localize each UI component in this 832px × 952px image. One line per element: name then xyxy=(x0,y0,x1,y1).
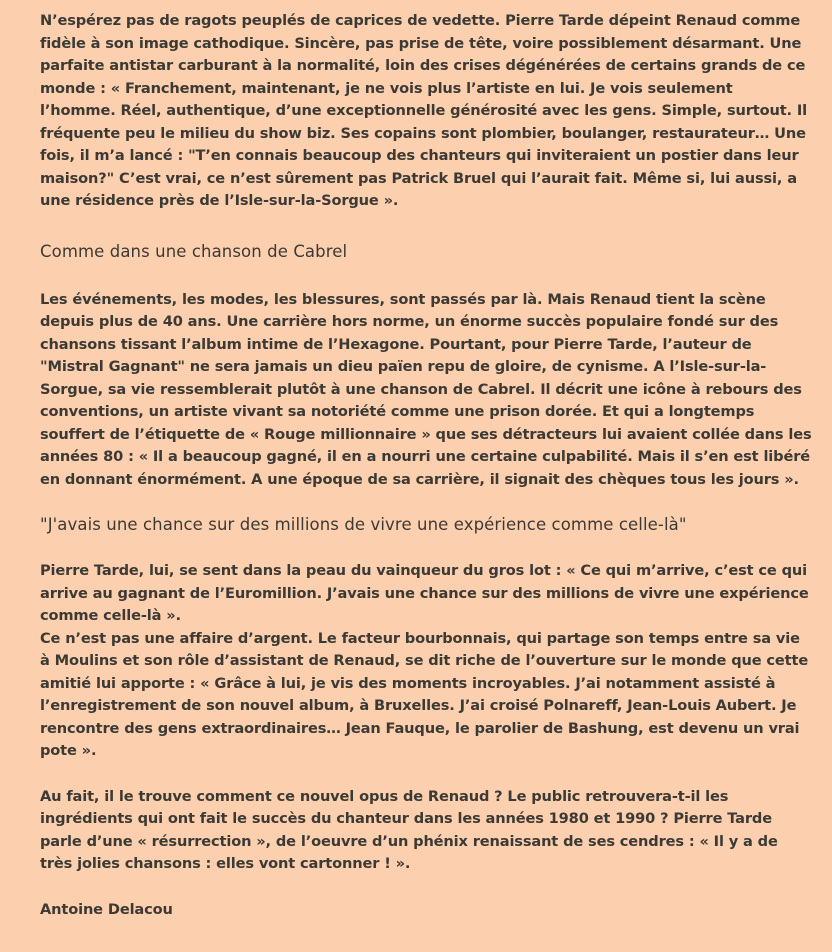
article-paragraph: Ce n’est pas une affaire d’argent. Le facteur bourbonnais, qui partage son temps entre sa vie à Moulins et son rôle d’assistant de Renaud, se dit riche de l’ouverture sur le monde que cette amitié lui apporte : « Grâce à lui, je vis des moments incroyables. J’ai notamment assisté à l’enregistrement de son nouvel album, à Bruxelles. J’ai croisé Polnareff, Jean-Louis Aubert. Je rencontre des gens extraordinaires… Jean Fauque, le parolier de Bashung, est devenu un vrai pote ». xyxy=(40,629,809,759)
author-byline: Antoine Delacou xyxy=(40,900,173,918)
article-paragraph: Pierre Tarde, lui, se sent dans la peau du vainqueur du gros lot : « Ce qui m’arrive, c’est ce qui arrive au gagnant de l’Euromillion. J’avais une chance sur des millions de vivre une expérience comme celle-là ». xyxy=(40,562,809,624)
section-heading: "J'avais une chance sur des millions de vivre une expérience comme celle-là" xyxy=(40,515,687,534)
article-paragraph: Au fait, il le trouve comment ce nouvel opus de Renaud ? Le public retrouvera-t-il les ingrédients qui ont fait le succès du chanteur dans les années 1980 et 1990 ? Pierre Tarde parle d’une « résurrection », de l’oeuvre d’un phénix renaissant de ses cendres : « Il y a de très jolies chansons : elles vont cartonner ! ». xyxy=(40,787,778,872)
article-paragraph: N’espérez pas de ragots peuplés de caprices de vedette. Pierre Tarde dépeint Renaud comme fidèle à son image cathodique. Sincère, pas prise de tête, voire possiblement désarmant. Une parfaite antistar carburant à la normalité, loin des crises dégénérées de certains grands de ce monde : « Franchement, maintenant, je ne vois plus l’artiste en lui. Je vois seulement l’homme. Réel, authentique, d’une exceptionnelle générosité avec les gens. Simple, surtout. Il fréquente peu le milieu du show biz. Ses copains sont plombier, boulanger, restaurateur… Une fois, il m’a lancé : "T’en connais beaucoup des chanteurs qui inviteraient un postier dans leur maison?" C’est vrai, ce n’est sûrement pas Patrick Bruel qui l’aurait fait. Même si, lui aussi, a une résidence près de l’Isle-sur-la-Sorgue ». xyxy=(40,12,807,209)
article-paragraph: Les événements, les modes, les blessures, sont passés par là. Mais Renaud tient la scène depuis plus de 40 ans. Une carrière hors norme, un énorme succès populaire fondé sur des chansons tissant l’album intime de l’Hexagone. Pourtant, pour Pierre Tarde, l’auteur de "Mistral Gagnant" ne sera jamais un dieu païen repu de gloire, de cynisme. A l’Isle-sur-la-Sorgue, sa vie ressemblerait plutôt à une chanson de Cabrel. Il décrit une icône à rebours des conventions, un artiste vivant sa notoriété comme une prison dorée. Et qui a longtemps souffert de l’étiquette de « Rouge millionnaire » que ses détracteurs lui avaient collée dans les années 80 : « Il a beaucoup gagné, il en a nourri une certaine culpabilité. Mais il s’en est libéré en donnant énormément. A une époque de sa carrière, il signait des chèques tous les jours ». xyxy=(40,290,812,488)
section-heading: Comme dans une chanson de Cabrel xyxy=(40,241,348,261)
